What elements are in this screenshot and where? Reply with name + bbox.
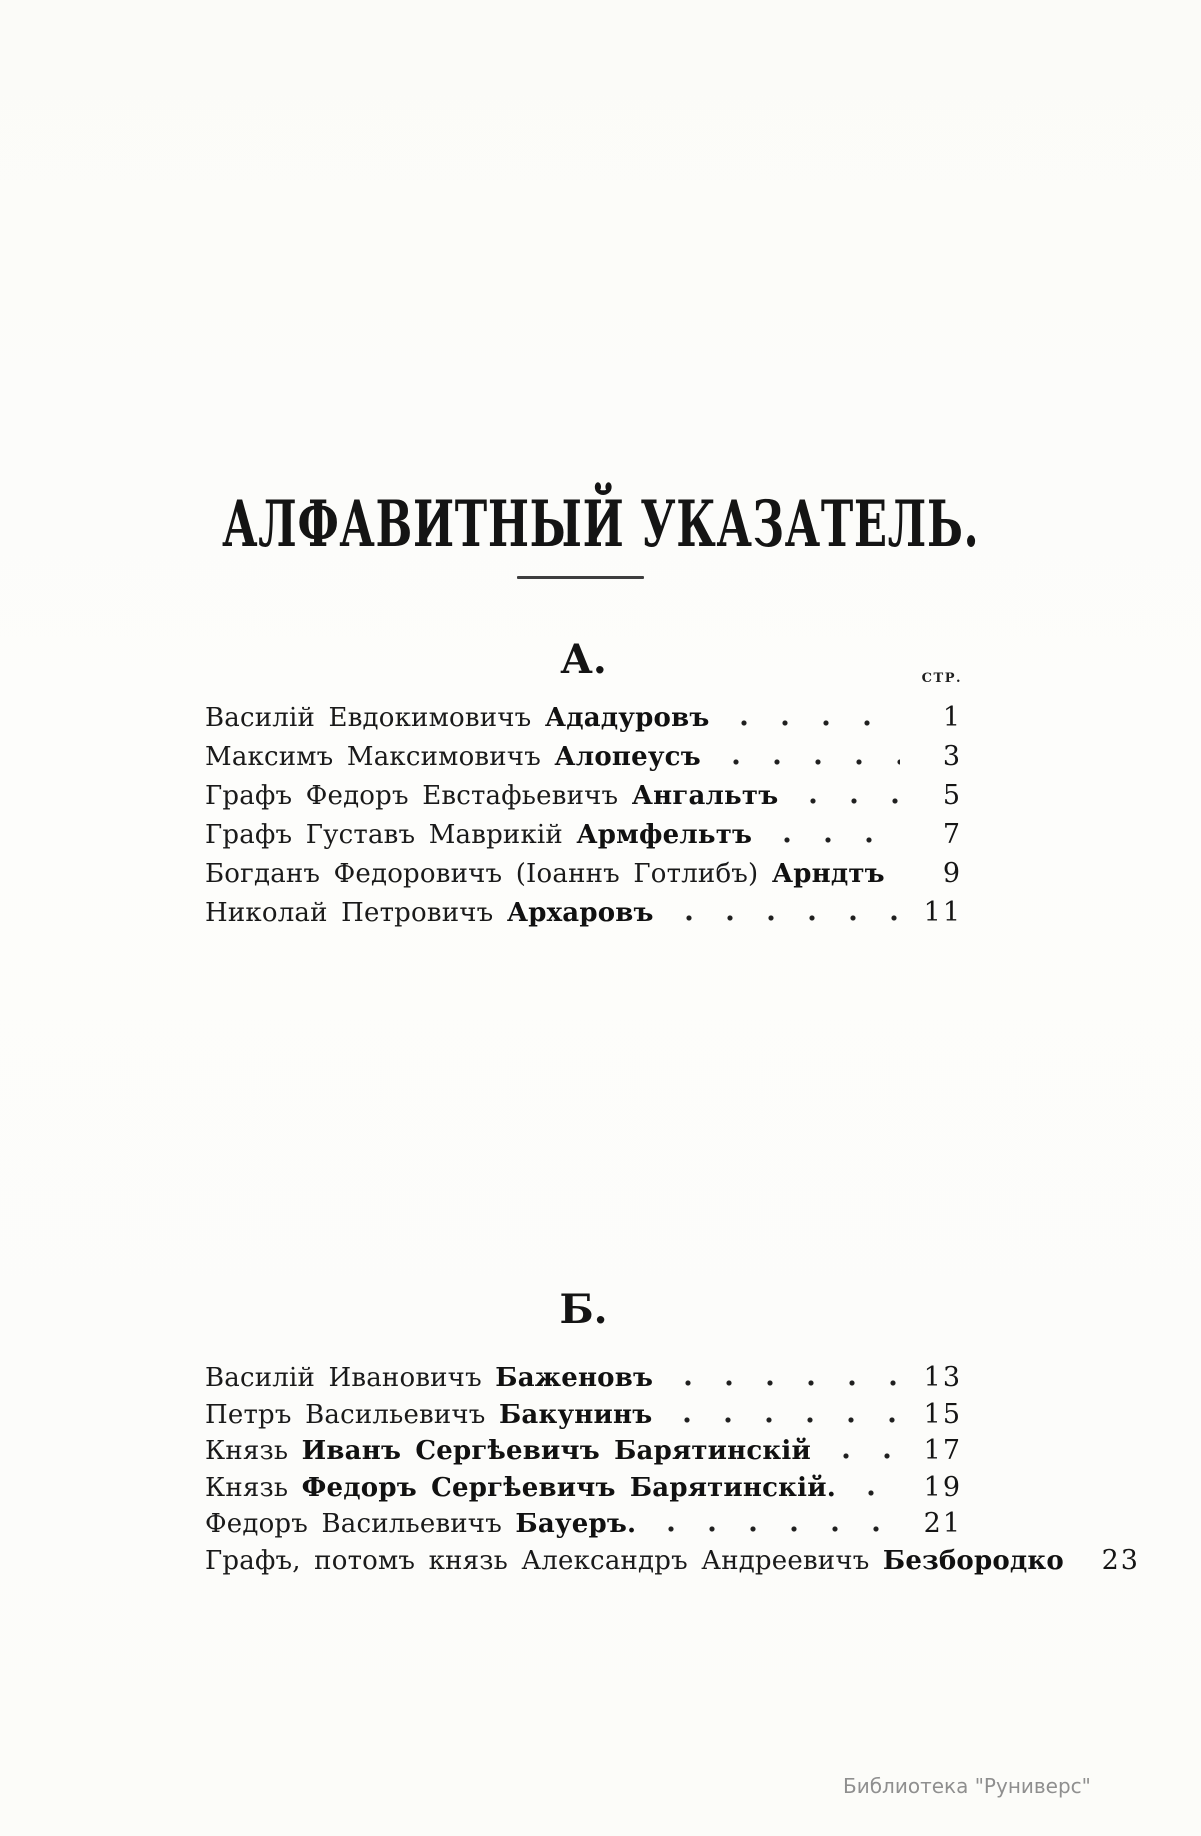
entry-surname: Ададуровъ — [544, 703, 710, 733]
entry-given-names: Василій Евдокимовичъ — [205, 703, 545, 733]
entry-given-names: Федоръ Васильевичъ — [205, 1509, 516, 1539]
entry-page-number: 17 — [923, 1435, 962, 1466]
entry-surname: Бакунинъ — [499, 1399, 653, 1430]
dot-leader — [899, 876, 900, 882]
entry-name — [205, 859, 885, 889]
index-entry — [205, 1362, 962, 1399]
entry-surname: Алопеусъ — [554, 742, 701, 772]
dot-leader — [666, 1417, 900, 1423]
entry-given-names: Василій Ивановичъ — [205, 1363, 496, 1393]
entry-given-names: Князь — [205, 1436, 302, 1466]
entry-given-names: Николай Петровичъ — [205, 898, 507, 928]
entry-given-names: Князь — [205, 1472, 302, 1503]
index-section-a — [205, 636, 962, 936]
entry-given-names: Графъ, потомъ князь Александръ Андреевичъ — [205, 1545, 883, 1576]
dot-leader — [766, 837, 900, 843]
index-entry — [205, 819, 962, 858]
entry-surname: Бауеръ. — [515, 1509, 637, 1539]
section-letter-a: А. — [560, 636, 607, 683]
dot-leader — [667, 1380, 900, 1386]
index-entry — [205, 858, 962, 897]
entry-name — [205, 820, 752, 850]
entry-name — [205, 898, 654, 928]
entry-page-number: 1 — [942, 702, 962, 733]
entry-surname: Архаровъ — [506, 898, 654, 928]
index-entry — [205, 897, 962, 936]
entry-surname: Арндтъ — [771, 859, 885, 889]
entry-name — [205, 1436, 811, 1466]
entry-name — [205, 781, 778, 811]
entry-surname: Армфельтъ — [576, 820, 753, 850]
entry-name — [205, 1509, 636, 1539]
entry-list-a — [205, 702, 962, 936]
entry-page-number: 5 — [942, 780, 962, 811]
index-entry — [205, 1544, 1140, 1582]
entry-name — [205, 703, 709, 733]
entry-surname: Ангальтъ — [631, 781, 779, 811]
dot-leader — [825, 1453, 900, 1459]
entry-given-names: Богданъ Федоровичъ (Іоаннъ Готлибъ) — [205, 859, 772, 889]
entry-given-names: Графъ Густавъ Маврикій — [205, 820, 577, 850]
entry-surname: Безбородко — [882, 1545, 1064, 1576]
entry-name — [205, 742, 701, 772]
entry-page-number: 13 — [923, 1362, 962, 1393]
index-entry — [205, 1435, 962, 1472]
entry-given-names: Максимъ Максимовичъ — [205, 742, 555, 772]
dot-leader — [850, 1490, 900, 1496]
entry-surname: Баженовъ — [495, 1363, 654, 1393]
index-section-b — [205, 1286, 1140, 1581]
dot-leader — [715, 759, 900, 765]
index-entry — [205, 1472, 962, 1509]
entry-given-names: Петръ Васильевичъ — [205, 1399, 500, 1430]
entry-page-number: 21 — [923, 1508, 962, 1539]
page-column-header: СТР. — [921, 671, 962, 686]
dot-leader — [668, 915, 900, 921]
entry-page-number: 19 — [923, 1471, 962, 1503]
entry-page-number: 15 — [923, 1398, 962, 1430]
dot-leader — [650, 1526, 900, 1532]
entry-surname: Федоръ Сергѣевичъ Барятинскій. — [301, 1472, 836, 1503]
entry-list-b — [205, 1362, 1140, 1581]
entry-name — [205, 1546, 1064, 1576]
page-title — [0, 486, 1201, 562]
entry-page-number: 9 — [942, 858, 962, 889]
index-entry — [205, 1508, 962, 1545]
section-letter-b: Б. — [559, 1286, 608, 1333]
dot-leader — [792, 798, 900, 804]
entry-page-number: 3 — [942, 741, 962, 772]
entry-name — [205, 1363, 653, 1393]
entry-surname: Иванъ Сергѣевичъ Барятинскій — [301, 1436, 811, 1466]
entry-page-number: 11 — [923, 897, 962, 928]
entry-name — [205, 1473, 836, 1503]
index-entry — [205, 741, 962, 780]
entry-name — [205, 1400, 652, 1430]
index-entry — [205, 702, 962, 741]
index-entry — [205, 780, 962, 819]
library-watermark: Библиотека "Руниверс" — [843, 1774, 1091, 1798]
index-entry — [205, 1399, 962, 1436]
entry-page-number: 7 — [942, 819, 962, 850]
page-title-text: АЛФАВИТНЫЙ УКАЗАТЕЛЬ. — [221, 486, 980, 562]
entry-page-number: 23 — [1101, 1544, 1140, 1576]
entry-given-names: Графъ Федоръ Евстафьевичъ — [205, 781, 632, 811]
title-divider-rule — [517, 576, 644, 579]
dot-leader — [723, 720, 900, 726]
